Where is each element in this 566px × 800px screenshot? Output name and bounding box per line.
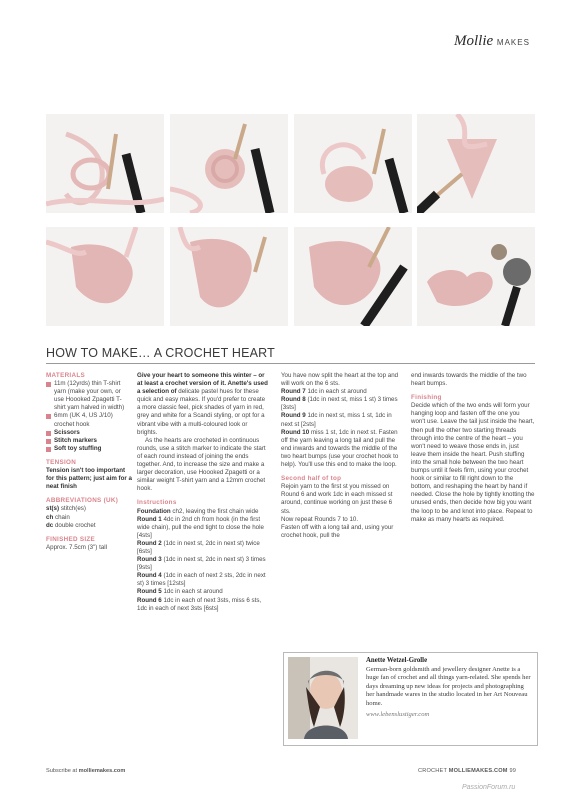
round-label: Round 6 xyxy=(137,596,162,604)
round-text: miss 1 st, 1dc in next st. Fasten off the yarn leaving a long tail and pull the end inwards and towards the middle of the two heart bumps (use your crochet hook to help). You'll use this end to make the loop. xyxy=(281,428,399,469)
second-half-text: Rejoin yarn to the first st you missed on Round 6 and work 1dc in each missed st around, continue working on just these 6 sts. xyxy=(281,483,393,515)
footer-section-label: CROCHET xyxy=(418,768,447,774)
watermark: PassionForum.ru xyxy=(462,784,516,791)
footer-subscribe-site[interactable]: molliemakes.com xyxy=(78,768,126,774)
brand-logo xyxy=(454,33,530,50)
step-photo-8 xyxy=(417,227,535,326)
finishing-text: Decide which of the two ends will form your hanging loop and fasten off the one you won't use. Leave the tail just inside the heart, then pull the other two starting threads through into the centre of the heart – you won't need to weave those ends in, just leave them inside the heart. Push stuffing into the small hole between the two heart bumps until it feels firm, using your crochet hook or similar to fill right down to the bottom, and reshaping the heart by hand if needed. Close the hole by tightly knotting the unused ends, then decide how big you want the loop to be and knot into place. Repeat to make as many hearts as required. xyxy=(411,402,535,523)
abbreviation-row xyxy=(46,505,132,513)
intro-paragraph xyxy=(137,372,269,437)
round-row xyxy=(137,572,269,588)
round-label: Round 2 xyxy=(137,539,162,547)
section-title: HOW TO MAKE… A CROCHET HEART xyxy=(46,346,276,360)
rounds-column xyxy=(281,372,401,540)
materials-item: Soft toy stuffing xyxy=(46,445,132,453)
round-text: 4dc in 2nd ch from hook (in the first wide chain), pull the end tight to close the hole [4sts] xyxy=(137,515,264,539)
round-row xyxy=(137,597,269,613)
round-row xyxy=(137,516,269,540)
round-row xyxy=(281,396,401,412)
abbreviation-term: st(s) xyxy=(46,505,60,513)
round-label: Round 7 xyxy=(281,388,306,396)
step-photo-4 xyxy=(417,114,535,213)
abbreviation-term: ch xyxy=(46,513,54,521)
abbreviations-heading: ABBREVIATIONS (UK) xyxy=(46,497,119,505)
step-photo-2 xyxy=(170,114,288,213)
materials-item: 6mm (UK 4, US J/10) crochet hook xyxy=(46,412,132,428)
round-label: Round 5 xyxy=(137,588,162,596)
footer-site[interactable]: MOLLIEMAKES.COM xyxy=(448,768,508,774)
intro-column xyxy=(137,372,269,613)
materials-item: Stitch markers xyxy=(46,437,132,445)
abbreviation-def: double crochet xyxy=(54,521,96,529)
continued-text: end inwards towards the middle of the two heart bumps. xyxy=(411,372,527,388)
foundation-label: Foundation xyxy=(137,507,171,515)
intro-bold: Give your heart to someone this winter – or at least a crochet version of it. Anette's used a selection of xyxy=(137,372,268,396)
tension-heading: TENSION xyxy=(46,458,77,466)
round-row xyxy=(281,388,401,396)
materials-heading: MATERIALS xyxy=(46,372,85,379)
footer-section xyxy=(418,768,516,774)
designer-bio-box xyxy=(283,652,538,746)
designer-photo xyxy=(288,657,358,739)
round-label: Round 8 xyxy=(281,396,306,404)
round-label: Round 9 xyxy=(281,412,306,420)
round-text: 1dc in each of next 3sts, miss 6 sts, 1dc in each of next 3sts [6sts] xyxy=(137,596,262,612)
step-photo-5 xyxy=(46,227,164,326)
foundation-row xyxy=(137,508,269,516)
section-divider xyxy=(46,363,535,364)
materials-item: Scissors xyxy=(46,429,132,437)
split-intro: You have now split the heart at the top and will work on the 6 sts. xyxy=(281,372,399,388)
round-text: (1dc in next st, 2dc in next st) 3 times [9sts] xyxy=(137,556,266,572)
abbreviation-def: stitch(es) xyxy=(60,505,86,513)
designer-description: German-born goldsmith and jewellery designer Anette is a huge fan of crochet and all things yarn-related. She spends her days dreaming up new ideas for projects and photographing her handmade wares in the studio located in her Art Nouveau home. xyxy=(366,665,531,707)
fasten-text: Fasten off with a long tail and, using your crochet hook, pull the xyxy=(281,523,394,539)
second-half-heading: Second half of top xyxy=(281,475,342,483)
materials-column xyxy=(46,372,132,552)
designer-bio-text xyxy=(366,657,532,719)
step-photo-7 xyxy=(294,227,412,326)
brand-name: Mollie xyxy=(454,33,494,49)
finished-size-heading: FINISHED SIZE xyxy=(46,535,96,543)
round-text: (1dc in next st, 2dc in next st) twice [6sts] xyxy=(137,539,260,555)
finishing-heading: Finishing xyxy=(411,394,442,402)
intro-paragraph-2: As the hearts are crocheted in continuous rounds, use a stitch marker to indicate the start of each round instead of joining the ends together. And, to increase the size and make a larger decoration, use Hoooked Zpagetti or a similar weight T-shirt yarn and a 12mm crochet hook. xyxy=(137,436,266,493)
round-text: 1dc in each st around xyxy=(307,388,367,396)
step-photo-6 xyxy=(170,227,288,326)
round-label: Round 4 xyxy=(137,572,162,580)
intro-rest: delicate pastel hues for these quick and easy makes. If you'd prefer to create a more classic feel, pick shades of yarn in red, grey and white for a Scandi styling, or opt for a vibrant vibe with a multi-coloured look or brights. xyxy=(137,388,266,436)
abbreviation-row xyxy=(46,514,132,522)
round-row xyxy=(137,540,269,556)
designer-website-link[interactable]: www.lebenslustiger.com xyxy=(366,710,430,718)
step-photo-1 xyxy=(46,114,164,213)
brand-suffix: MAKES xyxy=(496,38,530,47)
abbreviation-term: dc xyxy=(46,521,54,529)
footer-subscribe xyxy=(46,768,125,774)
round-text: (1dc in each of next 2 sts, 2dc in next st) 3 times [12sts] xyxy=(137,572,266,588)
round-label: Round 10 xyxy=(281,428,310,436)
round-text: (1dc in next st, miss 1 st) 3 times [3sts] xyxy=(281,396,398,412)
materials-item: 11m (12yrds) thin T-shirt yarn (make your own, or use Hoooked Zpagetti T-shirt yarn halved in width) xyxy=(46,380,132,412)
finishing-column xyxy=(411,372,535,524)
repeat-text: Now repeat Rounds 7 to 10. xyxy=(281,515,359,523)
materials-list xyxy=(46,380,132,453)
instructions-heading: Instructions xyxy=(137,499,177,507)
round-row xyxy=(281,429,401,469)
designer-name: Anette Wetzel-Grolle xyxy=(366,657,428,664)
abbreviation-def: chain xyxy=(54,513,70,521)
foundation-text: ch2, leaving the first chain wide xyxy=(172,507,259,515)
abbreviation-row xyxy=(46,522,132,530)
page-number: 99 xyxy=(509,768,517,774)
round-text: 1dc in next st, miss 1 st, 1dc in next st [2sts] xyxy=(281,412,392,428)
round-row xyxy=(137,588,269,596)
finished-size-text: Approx. 7.5cm (3") tall xyxy=(46,543,107,551)
round-text: 1dc in each st around xyxy=(163,588,223,596)
step-photo-3 xyxy=(294,114,412,213)
tension-text: Tension isn't too important for this pattern; just aim for a neat finish xyxy=(46,467,132,491)
round-row xyxy=(281,412,401,428)
round-label: Round 3 xyxy=(137,556,162,564)
round-row xyxy=(137,556,269,572)
footer-subscribe-prefix: Subscribe at xyxy=(46,768,78,774)
round-label: Round 1 xyxy=(137,515,162,523)
step-photo-grid xyxy=(46,114,535,326)
